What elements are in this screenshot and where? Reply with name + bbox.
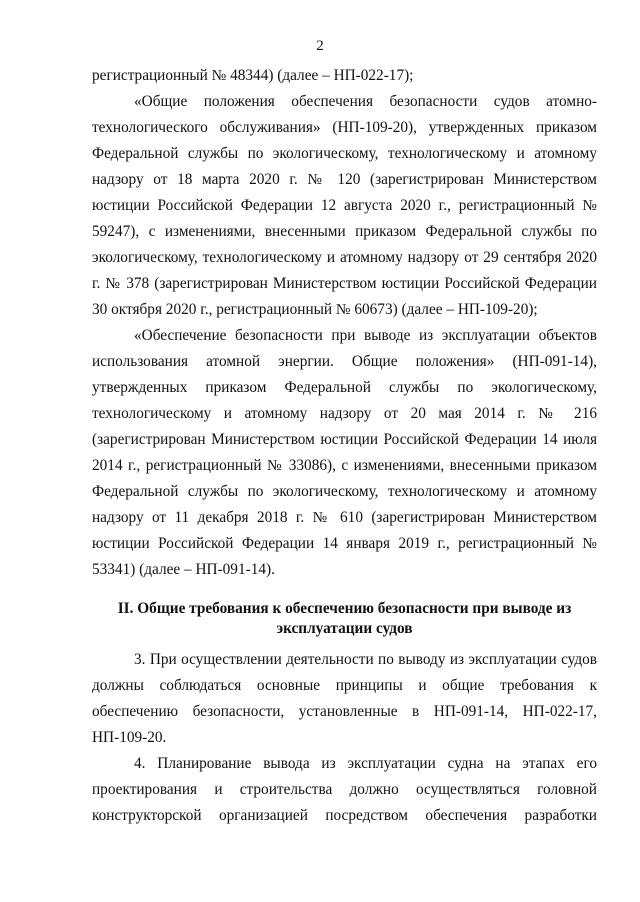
section-heading — [92, 599, 597, 639]
section-heading-line-1: II. Общие требования к обеспечению безопасности при выводе из — [117, 600, 572, 617]
paragraph-continuation: регистрационный № 48344) (далее – НП-022-17); — [92, 67, 414, 84]
page-number: 2 — [316, 38, 324, 54]
paragraph-item-3: 3. При осуществлении деятельности по выводу из эксплуатации судов должны соблюдаться основные принципы и общие требования к обеспечению безопасности, установленные в НП-091-14, НП-022-17, НП-109-20. — [92, 651, 597, 746]
section-heading-line-2: эксплуатации судов — [276, 620, 413, 637]
paragraph-item-4: 4. Планирование вывода из эксплуатации судна на этапах его проектирования и строительства должно осуществляться головной конструкторской организацией посредством обеспечения разработки — [92, 755, 597, 824]
paragraph-np-091-14: «Обеспечение безопасности при выводе из эксплуатации объектов использования атомной энергии. Общие положения» (НП-091-14), утвержденных приказом Федеральной службы по экологическому, технологическому и атомному надзору от 20 мая 2014 г. № 216 (зарегистрирован Министерством юстиции Российской Федерации 14 июля 2014 г., регистрационный № 33086), с изменениями, внесенными приказом Федеральной службы по экологическому, технологическому и атомному надзору от 11 декабря 2018 г. № 610 (зарегистрирован Министерством юстиции Российской Федерации 14 января 2019 г., регистрационный № 53341) (далее – НП-091-14). — [92, 327, 597, 578]
paragraph-np-109-20: «Общие положения обеспечения безопасности судов атомно-технологического обслуживания» (НП-109-20), утвержденных приказом Федеральной службы по экологическому, технологическому и атомному надзору от 18 марта 2020 г. № 120 (зарегистрирован Министерством юстиции Российской Федерации 12 августа 2020 г., регистрационный № 59247), с изменениями, внесенными приказом Федеральной службы по экологическому, технологическому и атомному надзору от 29 сентября 2020 г. № 378 (зарегистрирован Министерством юстиции Российской Федерации 30 октября 2020 г., регистрационный № 60673) (далее – НП-109-20); — [92, 93, 597, 318]
document-body — [92, 63, 597, 829]
